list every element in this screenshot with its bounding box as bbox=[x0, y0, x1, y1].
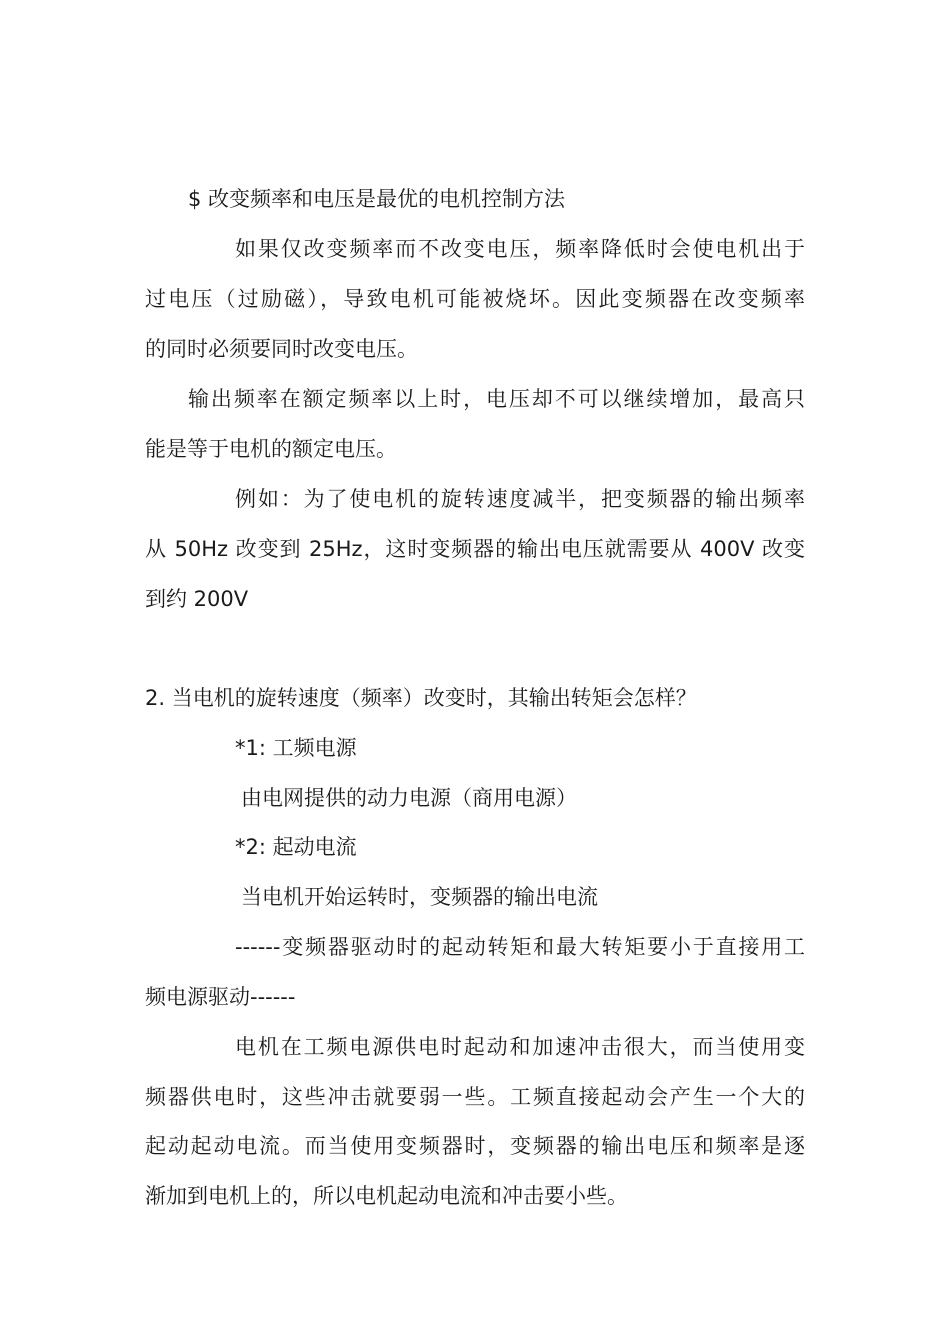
para1-line2: 过电压（过励磁），导致电机可能被烧坏。因此变频器在改变频率 bbox=[145, 287, 805, 311]
para1-line1: 如果仅改变频率而不改变电压，频率降低时会使电机出于 bbox=[235, 237, 805, 261]
para4-line4: 渐加到电机上的，所以电机起动电流和冲击要小些。 bbox=[145, 1184, 628, 1208]
note1-label: *1: 工频电源 bbox=[235, 736, 357, 760]
note1-text: 由电网提供的动力电源（商用电源） bbox=[241, 786, 577, 810]
para4-line3: 起动起动电流。而当使用变频器时，变频器的输出电压和频率是逐 bbox=[145, 1134, 805, 1158]
para1-line3: 的同时必须要同时改变电压。 bbox=[145, 337, 418, 361]
note2-label: *2: 起动电流 bbox=[235, 835, 357, 859]
para3-line3: 到约 200V bbox=[145, 587, 249, 611]
para3-line2: 从 50Hz 改变到 25Hz，这时变频器的输出电压就需要从 400V 改变 bbox=[145, 537, 805, 561]
question-2-heading: 2. 当电机的旋转速度（频率）改变时，其输出转矩会怎样？ bbox=[145, 686, 697, 710]
para2-line1: 输出频率在额定频率以上时，电压却不可以继续增加，最高只 bbox=[188, 387, 805, 411]
note2-text: 当电机开始运转时，变频器的输出电流 bbox=[241, 885, 598, 909]
section-heading: $ 改变频率和电压是最优的电机控制方法 bbox=[188, 187, 566, 211]
para4-line1: 电机在工频电源供电时起动和加速冲击很大，而当使用变 bbox=[235, 1035, 805, 1059]
para4-line2: 频器供电时，这些冲击就要弱一些。工频直接起动会产生一个大的 bbox=[145, 1085, 805, 1109]
summary-line2: 频电源驱动------ bbox=[145, 985, 296, 1009]
para3-line1: 例如：为了使电机的旋转速度减半，把变频器的输出频率 bbox=[235, 487, 805, 511]
summary-line1: ------变频器驱动时的起动转矩和最大转矩要小于直接用工 bbox=[235, 935, 805, 959]
para2-line2: 能是等于电机的额定电压。 bbox=[145, 437, 397, 461]
